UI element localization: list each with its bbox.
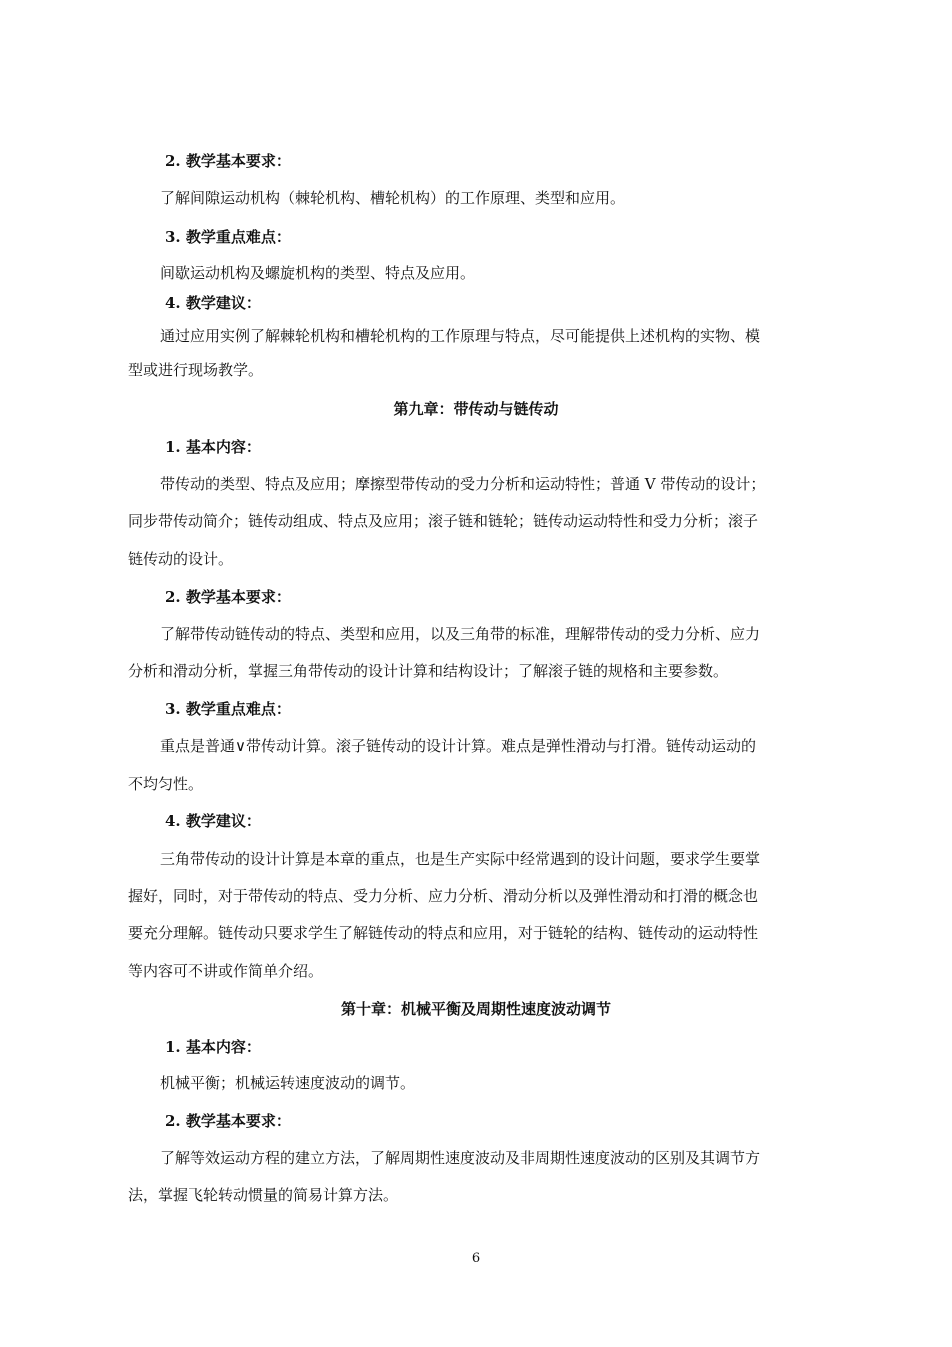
paragraph-content-line: 同步带传动简介；链传动组成、特点及应用；滚子链和链轮；链传动运动特性和受力分析；滚子 (128, 512, 759, 530)
section-heading-content: 1. 基本内容： (165, 1038, 261, 1056)
paragraph-requirements-line: 分析和滑动分析，掌握三角带传动的设计计算和结构设计；了解滚子链的规格和主要参数。 (128, 662, 729, 680)
section-heading-key-points: 3. 教学重点难点： (165, 228, 291, 246)
section-heading-requirements: 2. 教学基本要求： (165, 588, 291, 606)
section-heading-key-points: 3. 教学重点难点： (165, 700, 291, 718)
paragraph-requirements-line: 了解带传动链传动的特点、类型和应用，以及三角带的标准，理解带传动的受力分析、应力 (160, 625, 761, 643)
paragraph-content-line: 链传动的设计。 (128, 550, 234, 568)
paragraph-key-points-line: 不均匀性。 (128, 775, 204, 793)
page-number: 6 (471, 1251, 481, 1266)
paragraph-requirements: 了解间隙运动机构（棘轮机构、槽轮机构）的工作原理、类型和应用。 (160, 189, 626, 207)
paragraph-suggestions-line: 等内容可不讲或作简单介绍。 (128, 962, 324, 980)
chapter-title: 第九章：带传动与链传动 (393, 400, 559, 418)
paragraph-suggestions-line: 三角带传动的设计计算是本章的重点，也是生产实际中经常遇到的设计问题，要求学生要掌 (160, 850, 761, 868)
paragraph-requirements-line: 法，掌握飞轮转动惯量的简易计算方法。 (128, 1186, 399, 1204)
paragraph-requirements-line: 了解等效运动方程的建立方法，了解周期性速度波动及非周期性速度波动的区别及其调节方 (160, 1149, 761, 1167)
paragraph-key-points: 间歇运动机构及螺旋机构的类型、特点及应用。 (160, 264, 476, 282)
section-heading-requirements: 2. 教学基本要求： (165, 152, 291, 170)
paragraph-key-points-line: 重点是普通∨带传动计算。滚子链传动的设计计算。难点是弹性滑动与打滑。链传动运动的 (160, 737, 756, 755)
paragraph-content: 机械平衡；机械运转速度波动的调节。 (160, 1074, 416, 1092)
section-heading-requirements: 2. 教学基本要求： (165, 1112, 291, 1130)
paragraph-suggestions-line: 型或进行现场教学。 (128, 361, 264, 379)
paragraph-suggestions-line: 握好，同时，对于带传动的特点、受力分析、应力分析、滑动分析以及弹性滑动和打滑的概念也 (128, 887, 759, 905)
chapter-title: 第十章：机械平衡及周期性速度波动调节 (340, 1000, 611, 1018)
section-heading-suggestions: 4. 教学建议： (165, 294, 261, 312)
section-heading-suggestions: 4. 教学建议： (165, 812, 261, 830)
section-heading-content: 1. 基本内容： (165, 438, 261, 456)
paragraph-suggestions-line: 要充分理解。链传动只要求学生了解链传动的特点和应用，对于链轮的结构、链传动的运动特性 (128, 924, 759, 942)
paragraph-suggestions-line: 通过应用实例了解棘轮机构和槽轮机构的工作原理与特点，尽可能提供上述机构的实物、模 (160, 327, 761, 345)
paragraph-content-line: 带传动的类型、特点及应用；摩擦型带传动的受力分析和运动特性；普通 V 带传动的设计； (160, 475, 766, 493)
